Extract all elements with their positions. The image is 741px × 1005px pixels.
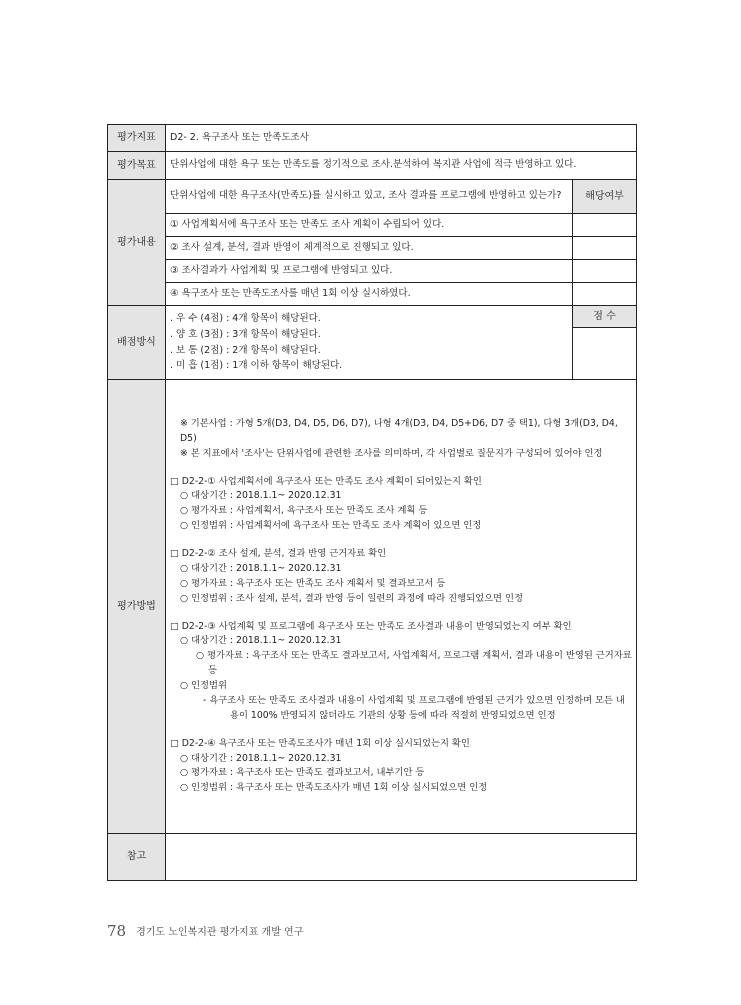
indicator-value: D2- 2. 욕구조사 또는 만족도조사 (166, 125, 637, 152)
indicator-row (108, 125, 637, 152)
reference-row (108, 834, 637, 881)
indicator-label: 평가지표 (108, 125, 166, 152)
section-2-scope: ○ 인정범위 : 조사 설계, 분석, 결과 반영 등이 일련의 과정에 따라 진행되었으면 인정 (180, 592, 523, 604)
score-line-excellent: . 우 수 (4점) : 4개 항목이 해당된다. (170, 312, 321, 324)
score-value-cell (573, 328, 637, 380)
section-3-period: ○ 대상기간 : 2018.1.1~ 2020.12.31 (180, 635, 342, 647)
goal-row (108, 152, 637, 180)
evaluation-table (107, 124, 637, 881)
score-line-poor: . 미 흡 (1점) : 1개 이하 항목이 해당된다. (170, 360, 343, 372)
section-4-scope: ○ 인정범위 : 욕구조사 또는 만족도조사가 매년 1회 이상 실시되었으면 인정 (180, 782, 488, 794)
content-item-row (108, 214, 637, 237)
method-note-1: ※ 기본사업 : 가형 5개(D3, D4, D5, D6, D7), 나형 4개(D3, D4, D5+D6, D7 중 택1), 다형 3개(D3, D4, D5) (180, 417, 618, 444)
section-1-material: ○ 평가자료 : 사업계획서, 욕구조사 또는 만족도 조사 계획 등 (180, 505, 428, 517)
check-cell-3 (573, 260, 637, 283)
method-row (108, 380, 637, 834)
content-item-2: ② 조사 설계, 분석, 결과 반영이 체계적으로 진행되고 있다. (166, 237, 573, 260)
content-item-row (108, 283, 637, 306)
method-label: 평가방법 (108, 380, 166, 834)
content-item-row (108, 237, 637, 260)
section-3-scope-title: ○ 인정범위 (180, 680, 227, 691)
method-note-2: ※ 본 지표에서 '조사'는 단위사업에 관련한 조사를 의미하며, 각 사업별로 질문지가 구성되어 있어야 인정 (180, 447, 603, 459)
check-cell-1 (573, 214, 637, 237)
section-3-title: □ D2-2-③ 사업계획 및 프로그램에 욕구조사 또는 만족도 조사결과 내용이 반영되었는지 여부 확인 (170, 620, 572, 632)
content-item-row (108, 260, 637, 283)
content-label: 평가내용 (108, 180, 166, 306)
section-3-scope-detail: - 욕구조사 또는 만족도 조사결과 내용이 사업계획 및 프로그램에 반영된 근거가 있으면 인정하며 모든 내용이 100% 반영되지 않더라도 기관의 상황 등에 따라 적절히 반영되었으면 인정 (203, 694, 625, 721)
section-1-period: ○ 대상기간 : 2018.1.1~ 2020.12.31 (180, 490, 342, 502)
check-cell-2 (573, 237, 637, 260)
section-4-material: ○ 평가자료 : 욕구조사 또는 만족도 결과보고서, 내부기안 등 (180, 767, 425, 779)
content-item-3: ③ 조사결과가 사업계획 및 프로그램에 반영되고 있다. (166, 260, 573, 283)
page-footer (107, 922, 303, 940)
goal-value: 단위사업에 대한 욕구 또는 만족도를 정기적으로 조사.분석하여 복지관 사업에 적극 반영하고 있다. (166, 152, 637, 180)
method-content (166, 380, 637, 834)
page-number: 78 (107, 922, 127, 940)
score-line-average: . 보 통 (2점) : 2개 항목이 해당된다. (170, 344, 321, 356)
section-4-period: ○ 대상기간 : 2018.1.1~ 2020.12.31 (180, 752, 342, 764)
check-header: 해당여부 (573, 180, 637, 214)
score-line-good: . 양 호 (3점) : 3개 항목이 해당된다. (170, 328, 321, 340)
content-question-row (108, 180, 637, 214)
reference-label: 참고 (108, 834, 166, 881)
check-cell-4 (573, 283, 637, 306)
content-item-1: ① 사업계획서에 욕구조사 또는 만족도 조사 계획이 수립되어 있다. (166, 214, 573, 237)
score-row (108, 306, 637, 328)
section-1-scope: ○ 인정범위 : 사업계획서에 욕구조사 또는 만족도 조사 계획이 있으면 인정 (180, 520, 482, 532)
section-2-period: ○ 대상기간 : 2018.1.1~ 2020.12.31 (180, 562, 342, 574)
goal-label: 평가목표 (108, 152, 166, 180)
section-4-title: □ D2-2-④ 욕구조사 또는 만족도조사가 매년 1회 이상 실시되었는지 확인 (170, 737, 470, 749)
score-label: 배점방식 (108, 306, 166, 380)
score-header: 점 수 (573, 306, 637, 328)
reference-value (166, 834, 637, 881)
section-2-title: □ D2-2-② 조사 설계, 분석, 결과 반영 근거자료 확인 (170, 548, 387, 559)
section-3-material: ○ 평가자료 : 욕구조사 또는 만족도 결과보고서, 사업계획서, 프로그램 계획서, 결과 내용이 반영된 근거자료 등 (196, 650, 632, 677)
section-2-material: ○ 평가자료 : 욕구조사 또는 만족도 조사 계획서 및 결과보고서 등 (180, 577, 446, 589)
content-item-4: ④ 욕구조사 또는 만족도조사를 매년 1회 이상 실시하였다. (166, 283, 573, 306)
score-lines (166, 306, 573, 380)
footer-title: 경기도 노인복지관 평가지표 개발 연구 (136, 927, 304, 938)
content-question: 단위사업에 대한 욕구조사(만족도)를 실시하고 있고, 조사 결과를 프로그램에 반영하고 있는가? (166, 180, 573, 214)
section-1-title: □ D2-2-① 사업계획서에 욕구조사 또는 만족도 조사 계획이 되어있는지 확인 (170, 475, 482, 487)
